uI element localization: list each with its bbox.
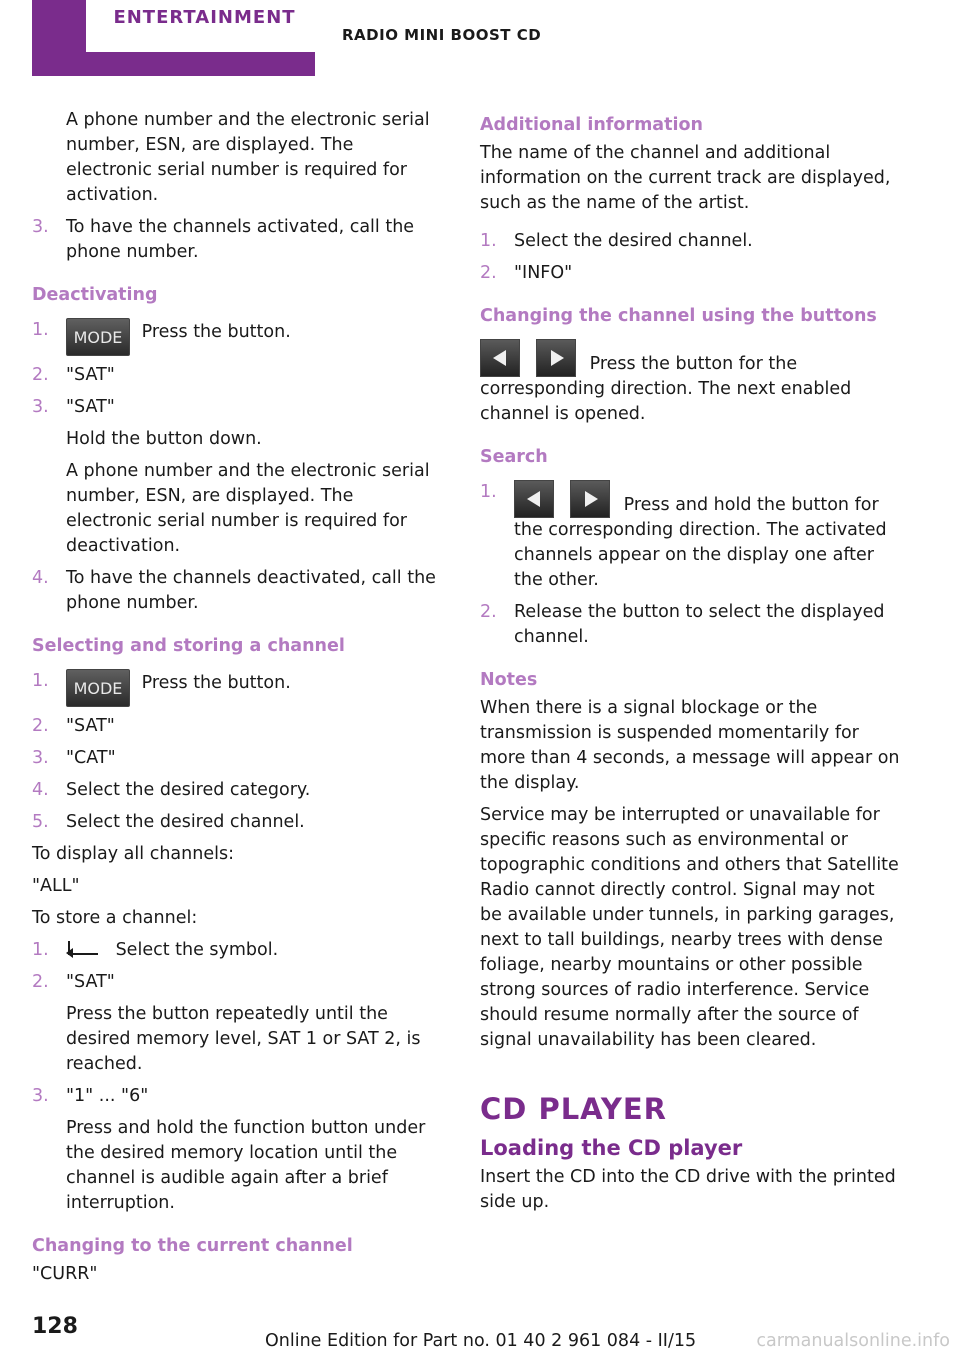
list-item: 1. Press and hold the button for the corresponding direction. The activated channels appear on the display one after the other. (480, 482, 887, 590)
list-item: 2. "SAT" (32, 972, 115, 992)
store-step2-detail: Press the button repeatedly until the desired memory level, SAT 1 or SAT 2, is reached. (66, 1004, 421, 1074)
activation-info: A phone number and the electronic serial number, ESN, are displayed. The electronic serial number is required for activation. (66, 110, 430, 205)
cd-player-heading: CD PLAYER (480, 1092, 667, 1126)
edition-footer: Online Edition for Part no. 01 40 2 961 084 - II/15 (265, 1331, 697, 1351)
store-step3-detail: Press and hold the function button under the desired memory location until the channel is audible again after a brief interruption. (66, 1118, 426, 1213)
list-item: 3. "1" ... "6" (32, 1086, 149, 1106)
right-column (480, 108, 900, 1222)
list-item: 1. MODE Press the button. (32, 318, 442, 356)
previous-button-icon (514, 480, 554, 518)
previous-button-icon (480, 339, 520, 377)
notes-paragraph: When there is a signal blockage or the transmission is suspended momentarily for more than 4 seconds, a message will appear on the display. (480, 698, 900, 793)
chapter-tab (86, 0, 323, 52)
curr-label: "CURR" (32, 1264, 98, 1284)
loading-cd-text: Insert the CD into the CD drive with the printed side up. (480, 1167, 896, 1212)
list-item: 3. "CAT" (32, 748, 116, 768)
display-all-label: To display all channels: (32, 844, 234, 864)
mode-button-icon: MODE (66, 669, 130, 707)
left-column (32, 108, 442, 1294)
deactivation-info: A phone number and the electronic serial number, ESN, are displayed. The electronic serial number is required for deactivation. (66, 461, 430, 556)
list-item: 4. Select the desired category. (32, 780, 311, 800)
list-item: 2. "SAT" (32, 365, 115, 385)
notes-heading: Notes (480, 670, 538, 690)
page-number: 128 (32, 1314, 78, 1339)
hold-instruction: Hold the button down. (66, 429, 262, 449)
list-item: 2. Release the button to select the displayed channel. (480, 602, 885, 647)
list-item: 2. "SAT" (32, 716, 115, 736)
current-channel-heading: Changing to the current channel (32, 1236, 353, 1256)
deactivating-heading: Deactivating (32, 285, 158, 305)
list-item: 3. To have the channels activated, call the phone number. (32, 217, 415, 262)
change-channel-heading: Changing the channel using the buttons (480, 306, 877, 326)
list-item: 1. Select the desired channel. (480, 231, 753, 251)
all-label: "ALL" (32, 876, 80, 896)
list-item: 4. To have the channels deactivated, call the phone number. (32, 568, 436, 613)
list-item: 3. "SAT" (32, 397, 115, 417)
notes-paragraph: Service may be interrupted or unavailable for specific reasons such as environmental or topographic conditions and others that Satellite Radio cannot directly control. Signal may not be available under tunnels, in parking garages, next to tall buildings, nearby trees with dense foliage, nearby mountains or other possible strong sources of radio interference. Service should resume normally after the source of signal unavailability has been cleared. (480, 805, 899, 1050)
store-label: To store a channel: (32, 908, 198, 928)
additional-info-text: The name of the channel and additional information on the current track are displayed, such as the name of the artist. (480, 143, 891, 213)
next-button-icon (570, 480, 610, 518)
back-arrow-icon (66, 941, 100, 957)
chapter-tab-label: ENTERTAINMENT (113, 6, 296, 28)
next-button-icon (536, 339, 576, 377)
list-item: 1. Select the symbol. (32, 940, 279, 960)
change-channel-text: Press the button for the corresponding direction. The next enabled channel is opened. (480, 339, 900, 427)
header-tab-bar (32, 0, 315, 76)
search-heading: Search (480, 447, 548, 467)
section-title: RADIO MINI BOOST CD (342, 26, 542, 44)
selecting-heading: Selecting and storing a channel (32, 636, 345, 656)
loading-cd-heading: Loading the CD player (480, 1136, 743, 1160)
list-item: 1. MODE Press the button. (32, 669, 442, 707)
list-item: 5. Select the desired channel. (32, 812, 305, 832)
watermark: carmanualsonline.info (756, 1331, 950, 1351)
list-item: 2. "INFO" (480, 263, 573, 283)
mode-button-icon: MODE (66, 318, 130, 356)
additional-info-heading: Additional information (480, 115, 703, 135)
